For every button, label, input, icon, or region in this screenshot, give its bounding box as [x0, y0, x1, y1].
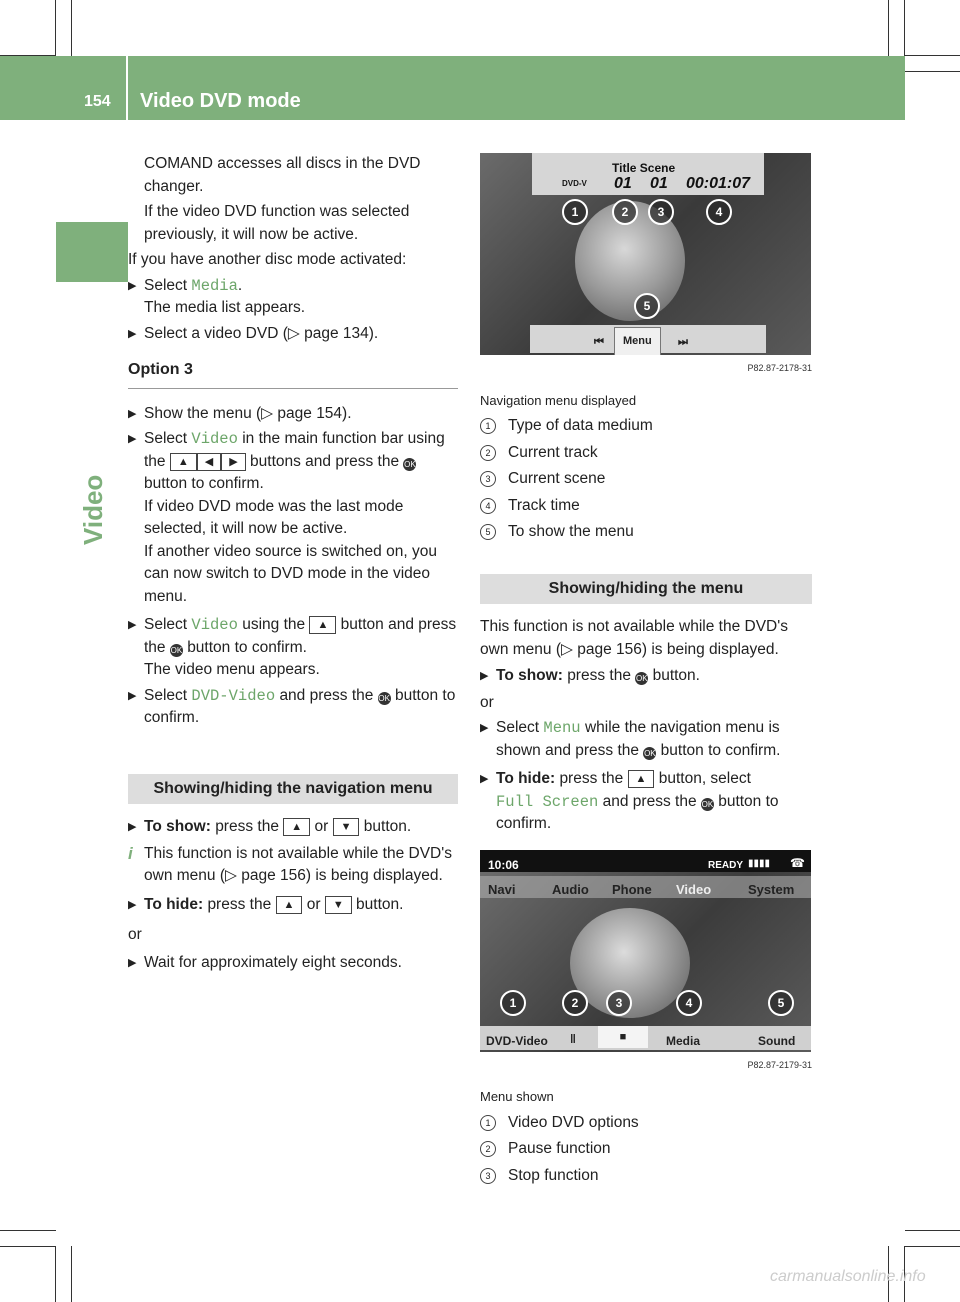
legend-item: 2 Current track [480, 442, 812, 465]
menu-item-media: Media [191, 276, 238, 295]
watermark: carmanualsonline.info [770, 1268, 926, 1285]
dvd-video-button: DVD-Video [486, 1033, 548, 1048]
ok-button-icon: OK [404, 459, 416, 469]
section-label: Video [78, 474, 108, 545]
figure-caption: Navigation menu displayed [480, 392, 637, 408]
ok-button-icon: OK [635, 674, 648, 683]
section-banner: Showing/hiding the menu [480, 574, 812, 605]
title-scene-label: Title Scene [612, 161, 676, 175]
menu-item-menu: Menu [543, 719, 581, 737]
up-key-icon: ▲ [170, 453, 197, 471]
tab-video: Video [676, 881, 712, 897]
legend-item: 1 Type of data medium [480, 415, 812, 438]
crop-mark [55, 1246, 56, 1302]
left-key-icon: ◀ [197, 453, 221, 471]
legend-item: 2 Pause function [480, 1138, 812, 1161]
ok-button-icon: OK [701, 799, 714, 809]
instruction-step: ▶ To hide: press the ▲ button, select Full Screen and press the OK button to confirm. [480, 768, 812, 836]
up-key-icon: ▲ [309, 616, 336, 634]
next-icon: ⏭ [678, 336, 688, 348]
paragraph: This function is not available while the DVD's own menu (▷ page 156) is being displayed. [480, 618, 788, 658]
header-divider [126, 56, 128, 120]
crop-mark [71, 1246, 72, 1302]
up-key-icon: ▲ [628, 770, 655, 788]
crop-mark [0, 1230, 56, 1231]
right-key-icon: ▶ [221, 453, 245, 471]
crop-mark [905, 1230, 960, 1231]
pause-icon: ‖ [570, 1031, 576, 1046]
callout-3: 3 [606, 990, 632, 1016]
instruction-step: ▶ Select Video in the main function bar using the ▲ ◀ ▶ buttons and press the OK button to confirm. If video DVD mode was the last mode selected, it will now be active. If another video source is switched on, you can now switch to DVD mode in the video menu. [128, 428, 458, 608]
instruction-step: ▶ To hide: press the ▲ or ▼ button. [128, 894, 458, 917]
crop-mark [888, 0, 889, 56]
callout-4: 4 [676, 990, 702, 1016]
option-heading: Option 3 [128, 359, 458, 389]
page-title: Video DVD mode [140, 90, 301, 112]
page-header [0, 56, 905, 120]
down-key-icon: ▼ [333, 818, 360, 836]
legend-item: 3 Stop function [480, 1165, 812, 1188]
crop-mark [71, 0, 72, 56]
tab-audio: Audio [552, 881, 589, 897]
up-key-icon: ▲ [276, 896, 303, 914]
crop-mark [905, 55, 960, 56]
image-code: P82.87-2179-31 [747, 1059, 812, 1070]
paragraph: If you have another disc mode activated: [128, 251, 407, 268]
ok-button-icon: OK [644, 748, 656, 758]
ok-button-icon: OK [378, 693, 390, 703]
callout-5: 5 [634, 293, 660, 319]
disc-type-label: DVD-V [562, 179, 587, 188]
left-column [128, 153, 458, 974]
callout-2: 2 [612, 199, 638, 225]
instruction-step: ▶ To show: press the ▲ or ▼ button. [128, 816, 458, 839]
stop-icon: ■ [598, 1026, 648, 1048]
legend-item: 1 Video DVD options [480, 1112, 812, 1135]
track-time: 00:01:07 [686, 175, 751, 192]
crop-mark [0, 1246, 56, 1247]
callout-5: 5 [768, 990, 794, 1016]
signal-icon: ▮▮▮▮ [748, 857, 771, 869]
figure-caption: Menu shown [480, 1089, 554, 1104]
menu-item-dvd-video: DVD-Video [191, 686, 276, 705]
instruction-step: ▶ Wait for approximately eight seconds. [128, 952, 458, 975]
instruction-step: ▶ Select Media. The media list appears. [128, 275, 458, 320]
tab-phone: Phone [612, 881, 652, 897]
callout-1: 1 [562, 199, 588, 225]
tab-navi: Navi [488, 881, 516, 897]
ok-button-icon: OK [170, 645, 183, 655]
image-code: P82.87-2178-31 [747, 363, 812, 373]
callout-3: 3 [648, 199, 674, 225]
callout-1: 1 [500, 990, 526, 1016]
section-banner: Showing/hiding the navigation menu [128, 774, 458, 805]
media-button: Media [666, 1033, 701, 1048]
instruction-step: ▶ Select Menu while the navigation menu is shown and press the OK button to confirm. [480, 717, 812, 762]
menu-button: Menu [614, 327, 661, 355]
instruction-step: ▶ To show: press the OK button. [480, 665, 812, 688]
clock: 10:06 [488, 857, 519, 872]
paragraph: or [480, 693, 494, 711]
crop-mark [905, 1246, 960, 1247]
section-tab [56, 222, 128, 282]
right-column [480, 153, 812, 1187]
paragraph: COMAND accesses all discs in the DVD changer. [144, 155, 421, 195]
crop-mark [55, 0, 56, 56]
status-ready: READY [708, 859, 744, 871]
scene-number: 01 [650, 175, 668, 192]
down-key-icon: ▼ [325, 896, 352, 914]
screenshot-navigation-menu [480, 153, 811, 355]
tab-system: System [748, 881, 795, 897]
crop-mark [904, 0, 905, 56]
sound-button: Sound [758, 1033, 796, 1048]
crop-mark [905, 71, 960, 72]
phone-icon: ☎ [790, 855, 805, 870]
paragraph: or [128, 926, 142, 943]
callout-2: 2 [562, 990, 588, 1016]
track-number: 01 [614, 175, 632, 192]
up-key-icon: ▲ [283, 818, 310, 836]
menu-item-video: Video [191, 430, 238, 448]
legend-item: 3 Current scene [480, 468, 812, 491]
page-number: 154 [84, 93, 111, 110]
previous-icon: ⏮ [594, 336, 604, 348]
legend-item: 4 Track time [480, 495, 812, 518]
paragraph: If the video DVD function was selected previously, it will now be active. [144, 203, 410, 243]
legend-item: 5 To show the menu [480, 521, 812, 544]
instruction-step: ▶ Select a video DVD (▷ page 134). [128, 323, 458, 346]
menu-item-video: Video [191, 616, 238, 634]
info-note: i This function is not available while the DVD's own menu (▷ page 156) is being displayed. [128, 843, 458, 888]
instruction-step: ▶ Select Video using the ▲ button and press the OK button to confirm. The video menu appears. [128, 614, 458, 682]
screenshot-menu-shown [480, 850, 811, 1052]
instruction-step: ▶ Select DVD-Video and press the OK button to confirm. [128, 685, 458, 730]
callout-4: 4 [706, 199, 732, 225]
menu-item-full-screen: Full Screen [496, 792, 599, 811]
instruction-step: ▶ Show the menu (▷ page 154). [128, 403, 458, 426]
